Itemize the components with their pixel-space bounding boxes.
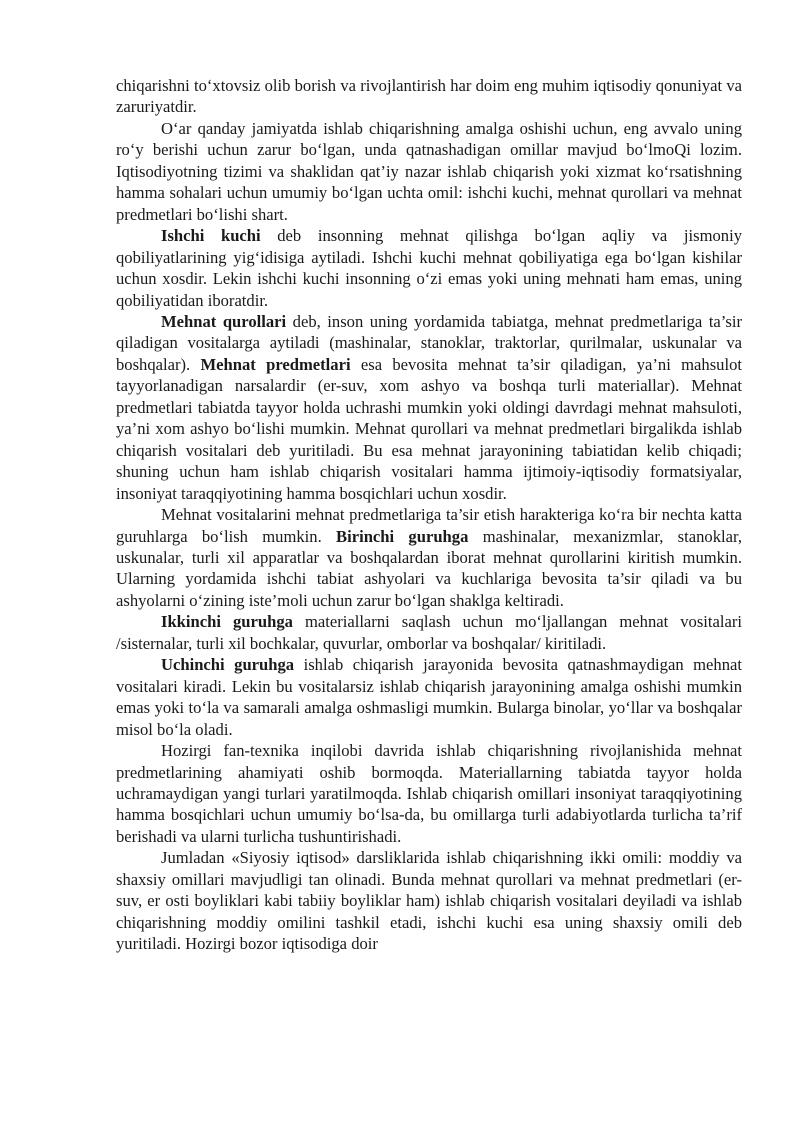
body-paragraph bbox=[116, 740, 742, 847]
paragraph-text: chiqarishni to‘xtovsiz olib borish va rivojlantirish har doim eng muhim iqtisodiy qonuniyat va zaruriyatdir. bbox=[116, 76, 742, 117]
paragraph-text: Mehnat vositalarini mehnat predmetlariga ta’sir etish harakteriga ko‘ra bir nechta katta guruhlarga bo‘lish mumkin. bbox=[116, 505, 742, 546]
body-paragraph bbox=[116, 75, 742, 118]
paragraph-text: ishlab chiqarish jarayonida bevosita qatnashmaydigan mehnat vositalari kiradi. Lekin bu vositalarsiz ishlab chiqarish jarayonining amalga oshishi mumkin emas yoki to‘la va samarali amalga oshmasligi mumkin. Bularga binolar, yo‘llar va boshqalar misol bo‘la oladi. bbox=[116, 655, 742, 739]
bold-term: Ikkinchi guruhga bbox=[161, 612, 293, 632]
bold-term: Uchinchi guruhga bbox=[161, 655, 295, 675]
document-page bbox=[116, 75, 742, 955]
paragraph-text: Hozirgi fan-texnika inqilobi davrida ishlab chiqarishning rivojlanishida mehnat predmetlarining ahamiyati oshib bormoqda. Materiallarning tabiatda tayyor holda uchramaydigan yangi turlari yaratilmoqda. Ishlab chiqarish omillari insoniyat taraqqiyotining hamma bosqichlari uchun umumiy bo‘lsa-da, bu omillarga turli adabiyotlarda turlicha ta’rif berishadi va ularni turlicha tushuntirishadi. bbox=[116, 741, 742, 846]
body-paragraph bbox=[116, 611, 742, 654]
paragraph-text: esa bevosita mehnat ta’sir qiladigan, ya’ni mahsulot tayyorlanadigan narsalardir (er-suv, xom ashyo va boshqa turli materiallar). Mehnat predmetlari tabiatda tayyor holda uchrashi mumkin yoki oldingi davrdagi mehnat mahsuloti, ya’ni xom ashyo bo‘lishi mumkin. Mehnat qurollari va mehnat predmetlari birgalikda ishlab chiqarish vositalari deb yuritiladi. Bu esa mehnat jarayonining tabiatidan kelib chiqadi; shuning uchun ham ishlab chiqarish vositalari hamma ijtimoiy-iqtisodiy formatsiyalar, insoniyat taraqqiyotining hamma bosqichlari uchun xosdir. bbox=[116, 354, 742, 503]
paragraph-text: Jumladan «Siyosiy iqtisod» darsliklarida ishlab chiqarishning ikki omili: moddiy va shaxsiy omillari mavjudligi tan olinadi. Bunda mehnat qurollari va mehnat predmetlari (er-suv, er osti boyliklari kabi tabiiy boyliklar ham) ishlab chiqarish vositalari deyiladi va ishlab chiqarishning moddiy omilini tashkil etadi, ishchi kuchi esa uning shaxsiy omili deb yuritiladi. Hozirgi bozor iqtisodiga doir bbox=[116, 848, 742, 954]
body-paragraph bbox=[116, 654, 742, 740]
bold-term: Mehnat qurollari bbox=[161, 311, 287, 331]
paragraph-text: deb, inson uning yordamida tabiatga, mehnat predmetlariga ta’sir qiladigan vositalarga aytiladi (mashinalar, stanoklar, traktorlar, qurilmalar, uskunalar va boshqalar). bbox=[116, 311, 742, 374]
paragraph-text: O‘ar qanday jamiyatda ishlab chiqarishning amalga oshishi uchun, eng avvalo uning ro‘y berishi uchun zarur bo‘lgan, unda qatnashadigan omillar mavjud bo‘lmoQi lozim. Iqtisodiyotning tizimi va shaklidan qat’iy nazar ishlab chiqarish yoki xizmat ko‘rsatishning hamma sohalari uchun umumiy bo‘lgan uchta omil: ishchi kuchi, mehnat qurollari va mehnat predmetlari bo‘lishi shart. bbox=[116, 118, 742, 224]
bold-term: Birinchi guruhga bbox=[336, 526, 469, 546]
body-paragraph bbox=[116, 847, 742, 954]
bold-term: Ishchi kuchi bbox=[161, 226, 261, 246]
body-paragraph bbox=[116, 225, 742, 311]
paragraph-text: deb insonning mehnat qilishga bo‘lgan aqliy va jismoniy qobiliyatlarining yig‘idisiga aytiladi. Ishchi kuchi mehnat qobiliyatiga ega bo‘lgan kishilar uchun xosdir. Lekin ishchi kuchi insonning o‘zi emas yoki uning mehnati ham emas, uning qobiliyatidan iboratdir. bbox=[116, 226, 742, 310]
body-paragraph bbox=[116, 118, 742, 225]
paragraph-text: materiallarni saqlash uchun mo‘ljallangan mehnat vositalari /sisternalar, turli xil bochkalar, quvurlar, omborlar va boshqalar/ kiritiladi. bbox=[116, 612, 742, 653]
body-paragraph bbox=[116, 504, 742, 611]
paragraph-text: mashinalar, mexanizmlar, stanoklar, uskunalar, turli xil apparatlar va boshqalardan iborat mehnat qurollarini kiritish mumkin. Ularning yordamida ishchi tabiat ashyolari va kuchlariga bevosita ta’sir qiladi va bu ashyolarni o‘zining iste’moli uchun zarur bo‘lgan shaklga keltiradi. bbox=[116, 526, 742, 610]
bold-term: Mehnat predmetlari bbox=[200, 354, 351, 374]
body-paragraph bbox=[116, 311, 742, 504]
